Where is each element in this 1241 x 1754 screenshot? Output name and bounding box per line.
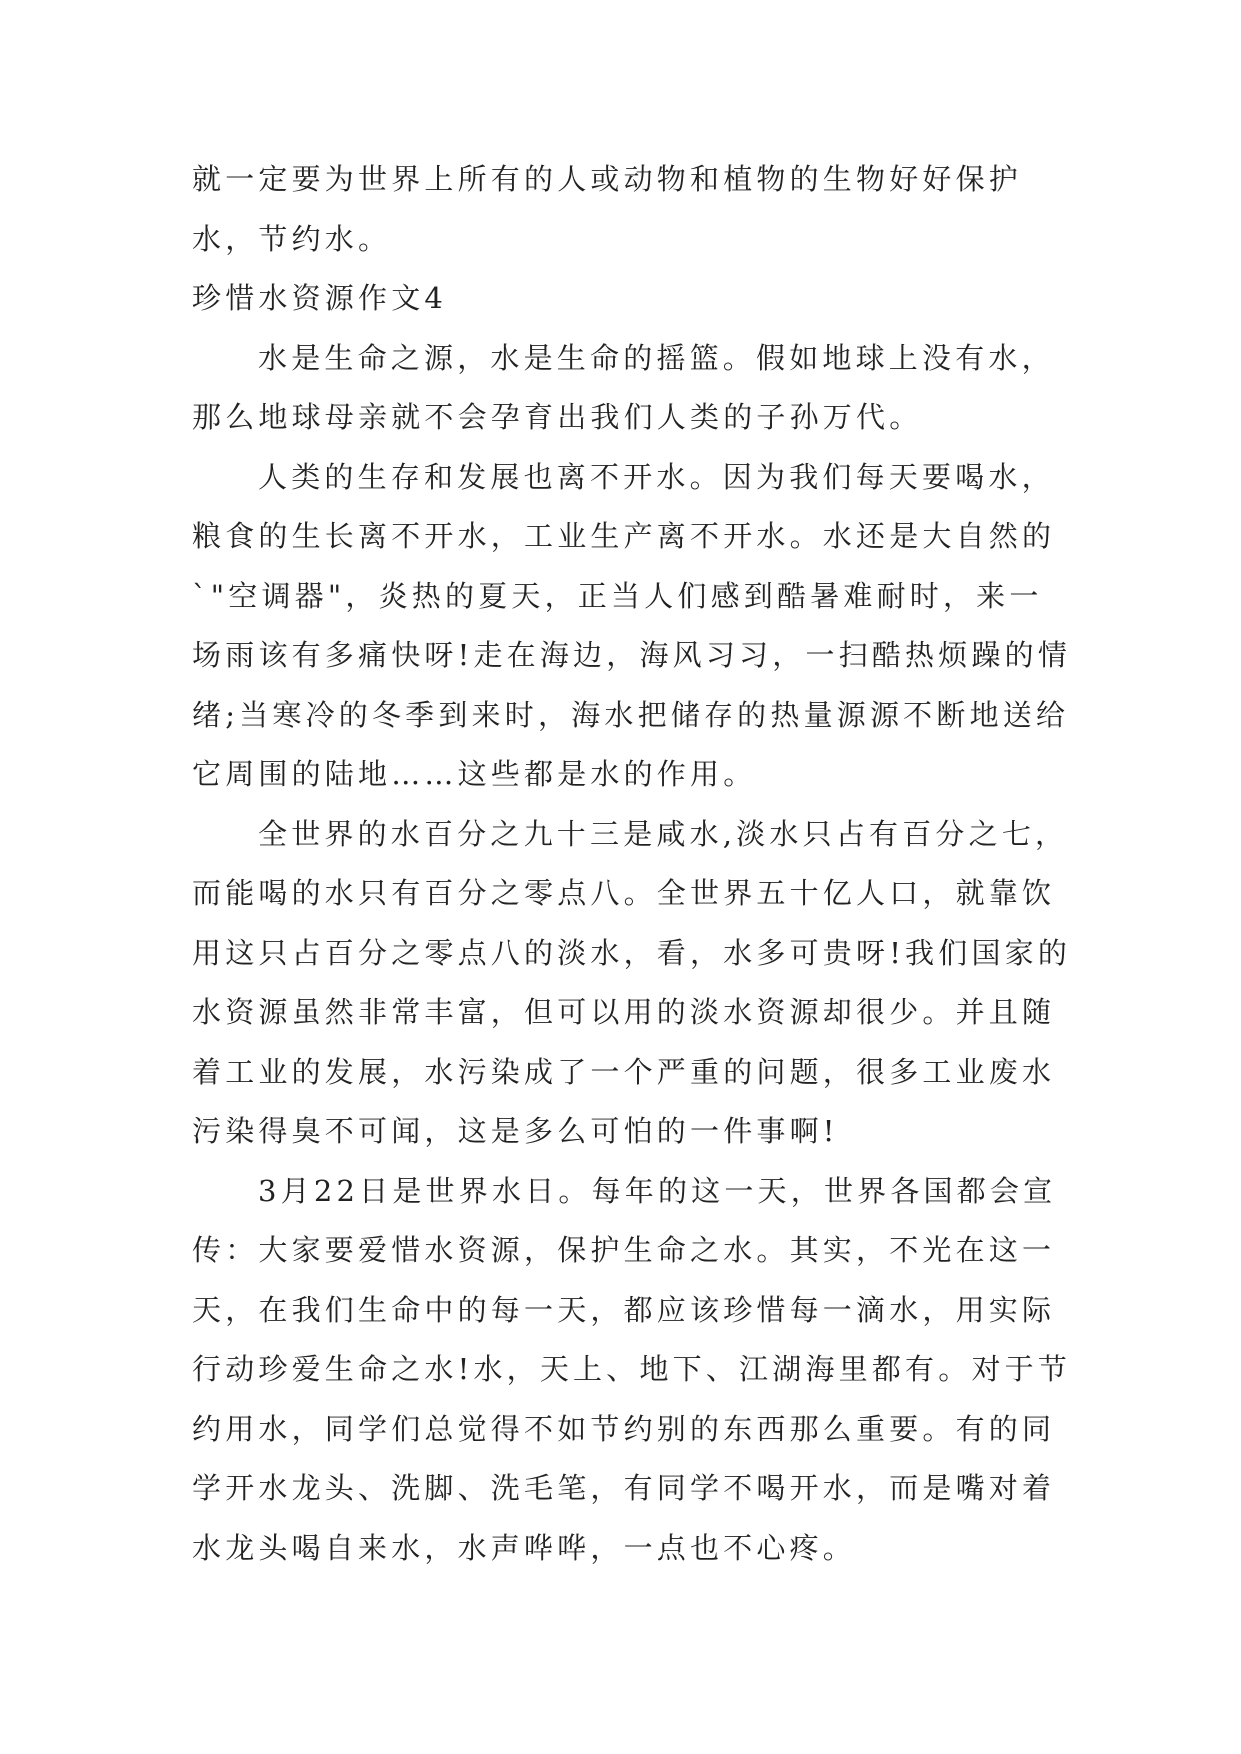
paragraph-4: 3月22日是世界水日。每年的这一天，世界各国都会宣传：大家要爱惜水资源，保护生命之水。其实，不光在这一天，在我们生命中的每一天，都应该珍惜每一滴水，用实际行动珍爱生命之水!水，天上、地下、江湖海里都有。对于节约用水，同学们总觉得不如节约别的东西那么重要。有的同学开水龙头、洗脚、洗毛笔，有同学不喝开水，而是嘴对着水龙头喝自来水，水声哗哗，一点也不心疼。 <box>192 1173 1072 1565</box>
paragraph-1: 水是生命之源，水是生命的摇篮。假如地球上没有水，那么地球母亲就不会孕育出我们人类的子孙万代。 <box>192 340 1055 434</box>
paragraph-2: 人类的生存和发展也离不开水。因为我们每天要喝水，粮食的生长离不开水，工业生产离不开水。水还是大自然的`"空调器"，炎热的夏天，正当人们感到酷暑难耐时，来一场雨该有多痛快呀!走在海边，海风习习，一扫酷热烦躁的情绪;当寒冷的冬季到来时，海水把储存的热量源源不断地送给它周围的陆地……这些都是水的作用。 <box>192 459 1072 791</box>
section-title: 珍惜水资源作文4 <box>192 281 448 315</box>
paragraph-3: 全世界的水百分之九十三是咸水,淡水只占有百分之七，而能喝的水只有百分之零点八。全世界五十亿人口，就靠饮用这只占百分之零点八的淡水，看，水多可贵呀!我们国家的水资源虽然非常丰富，但可以用的淡水资源却很少。并且随着工业的发展，水污染成了一个严重的问题，很多工业废水污染得臭不可闻，这是多么可怕的一件事啊! <box>192 816 1072 1148</box>
document-body <box>192 150 1072 1578</box>
continuation-paragraph: 就一定要为世界上所有的人或动物和植物的生物好好保护水，节约水。 <box>192 162 1023 256</box>
